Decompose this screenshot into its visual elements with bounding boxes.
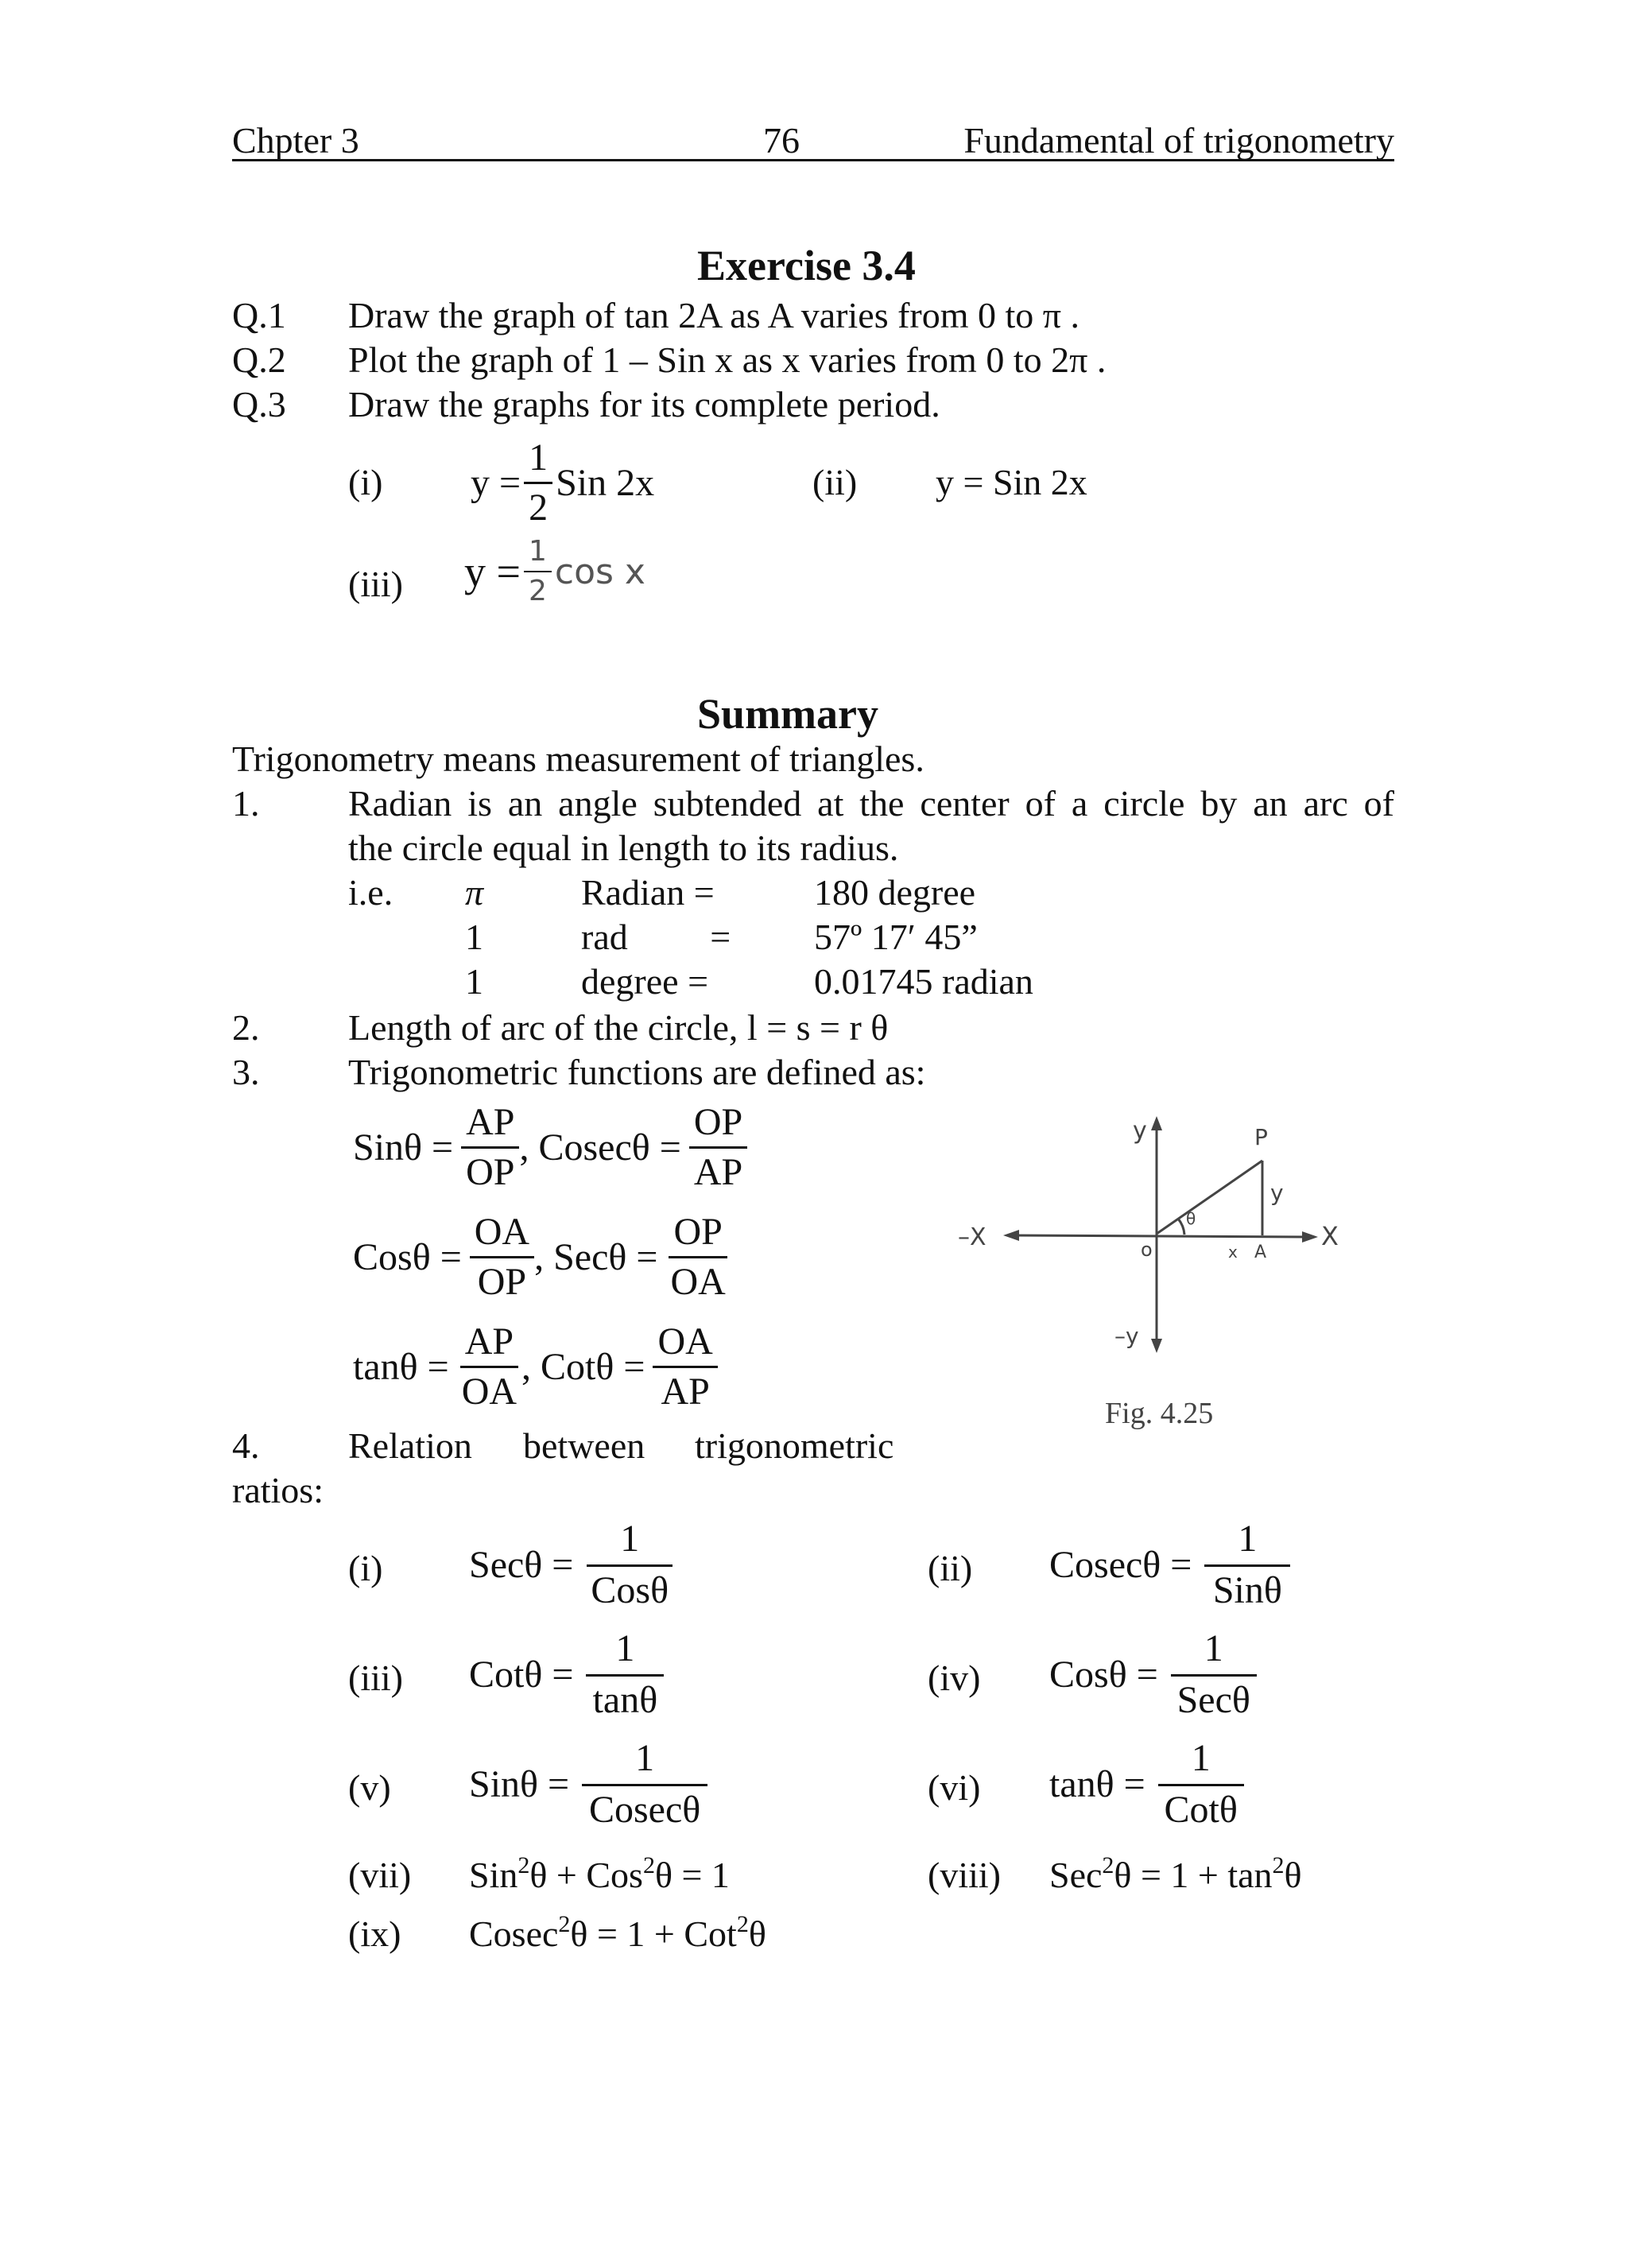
summary-item-text: the circle equal in length to its radius. (348, 828, 899, 868)
fraction-denominator: OA (670, 1261, 726, 1303)
list-number: 3. (232, 1052, 260, 1092)
superscript: 2 (642, 1852, 655, 1878)
ie-cell: 1 (465, 917, 483, 957)
equation-rhs: Sin 2x (556, 462, 655, 504)
fraction-denominator: AP (661, 1370, 710, 1413)
fraction-numerator: 1 (524, 537, 552, 572)
summary-item-text: ratios: (232, 1470, 324, 1510)
relation-equation (1049, 1520, 1290, 1610)
definition-lhs: tanθ = (353, 1346, 449, 1388)
relation-lhs: tanθ = (1049, 1763, 1145, 1805)
theta-label: θ (1186, 1209, 1196, 1228)
identity-label: (vii) (348, 1855, 412, 1895)
fraction-denominator: tanθ (592, 1679, 658, 1721)
identity-part: Sec (1049, 1855, 1103, 1895)
point-a-label: A (1254, 1243, 1267, 1262)
superscript: 2 (736, 1911, 749, 1937)
fraction (524, 537, 552, 606)
superscript: 2 (517, 1852, 530, 1878)
identity-equation (1049, 1852, 1302, 1895)
superscript: 2 (1102, 1852, 1114, 1878)
fraction-numerator: OP (669, 1213, 727, 1258)
summary-intro: Trigonometry means measurement of triangles. (232, 739, 924, 779)
header-page-number: 76 (763, 120, 800, 161)
relation-equation (1049, 1627, 1257, 1721)
fraction (457, 1320, 521, 1413)
x-axis-label: X (1321, 1221, 1339, 1251)
identity-equation (469, 1852, 730, 1895)
fraction-denominator: Secθ (1176, 1679, 1250, 1721)
fraction-numerator: OA (470, 1213, 534, 1258)
definition-lhs: Cosθ = (353, 1236, 462, 1278)
header-chapter: Chpter 3 (232, 120, 359, 161)
fraction-denominator: 2 (528, 575, 547, 607)
question-number: Q.1 (232, 295, 286, 335)
question-text: Draw the graphs for its complete period. (348, 384, 940, 425)
summary-heading: Summary (697, 690, 878, 738)
relation-label: (ii) (928, 1548, 973, 1588)
definition-lhs: Sinθ = (353, 1126, 454, 1169)
part-iii-equation (464, 537, 645, 606)
fraction-numerator: 1 (1171, 1630, 1257, 1677)
relation-label: (v) (348, 1767, 391, 1808)
arrow-left (1003, 1230, 1019, 1241)
relation-label: (iii) (348, 1657, 403, 1698)
part-label: (i) (348, 462, 383, 502)
part-label: (iii) (348, 564, 403, 604)
summary-item-text: Trigonometric functions are defined as: (348, 1052, 926, 1092)
identity-part: Sin (469, 1855, 518, 1895)
definition-lhs: , Cotθ = (521, 1346, 645, 1388)
fraction (1171, 1627, 1257, 1721)
fraction-numerator: 1 (1158, 1739, 1244, 1786)
definition-lhs: , Secθ = (534, 1236, 658, 1278)
identity-part: θ (1284, 1855, 1302, 1895)
identity-equation (469, 1911, 766, 1954)
summary-item-word: Relation (348, 1425, 472, 1466)
fraction-denominator: OP (477, 1261, 527, 1303)
relation-equation (469, 1520, 673, 1610)
relation-label: (iv) (928, 1657, 981, 1698)
page-header (232, 119, 1394, 161)
list-number: 2. (232, 1007, 260, 1048)
summary-item-text: Length of arc of the circle, l = s = r θ (348, 1007, 889, 1048)
relation-equation (469, 1627, 664, 1721)
fraction-denominator: OP (466, 1151, 515, 1193)
fraction-numerator: OP (689, 1103, 747, 1149)
fraction (524, 436, 552, 529)
identity-label: (viii) (928, 1855, 1001, 1895)
fraction-numerator: 1 (587, 1520, 673, 1567)
ie-cell: 180 degree (814, 872, 976, 913)
coordinate-figure (946, 1113, 1359, 1447)
equation-lhs: y = (471, 462, 521, 504)
fraction-denominator: Cosθ (591, 1569, 669, 1611)
summary-item-word: trigonometric (695, 1425, 894, 1466)
part-ii-equation: y = Sin 2x (936, 462, 1087, 502)
summary-item-word: between (523, 1425, 645, 1466)
identity-part: θ = 1 + tan (1114, 1855, 1273, 1895)
header-title: Fundamental of trigonometry (963, 120, 1394, 161)
x-small-label: x (1228, 1243, 1238, 1262)
fraction (1158, 1739, 1244, 1829)
relation-equation (469, 1739, 707, 1829)
arrow-down (1151, 1339, 1162, 1353)
fraction (1204, 1520, 1290, 1610)
definition-lhs: , Cosecθ = (519, 1126, 681, 1169)
origin-label: o (1141, 1239, 1153, 1261)
equation-lhs: y = (464, 548, 521, 595)
relation-lhs: Cotθ = (469, 1654, 574, 1696)
point-p-label: P (1254, 1124, 1268, 1150)
identity-label: (ix) (348, 1913, 401, 1954)
relation-equation (1049, 1739, 1244, 1829)
fraction (689, 1103, 747, 1192)
relation-label: (vi) (928, 1767, 981, 1808)
fraction-denominator: Sinθ (1212, 1569, 1282, 1611)
ie-cell: 0.01745 radian (814, 961, 1033, 1002)
fraction (586, 1520, 673, 1610)
identity-part: θ (748, 1913, 766, 1954)
relation-label: (i) (348, 1548, 383, 1588)
fraction (586, 1627, 664, 1721)
identity-part: Cosec (469, 1913, 559, 1954)
angle-arc (1178, 1219, 1184, 1235)
fraction-numerator: 1 (582, 1739, 707, 1786)
fraction (653, 1320, 717, 1413)
ie-cell: 57º 17′ 45” (814, 917, 978, 957)
fraction-numerator: AP (460, 1323, 518, 1368)
part-label: (ii) (812, 462, 858, 502)
ie-cell: degree = (581, 961, 709, 1002)
neg-x-axis-label: –X (958, 1223, 986, 1251)
fraction-denominator: Cosecθ (588, 1789, 701, 1831)
arrow-right (1302, 1231, 1318, 1243)
fraction (461, 1103, 519, 1192)
question-text: Plot the graph of 1 – Sin x as x varies from 0 to 2π . (348, 339, 1107, 380)
superscript: 2 (558, 1911, 571, 1937)
identity-part: θ + Cos (529, 1855, 643, 1895)
fraction-numerator: 1 (1204, 1520, 1290, 1567)
definition-row (353, 1213, 731, 1301)
ie-cell: π (465, 872, 484, 913)
relation-lhs: Cosθ = (1049, 1654, 1158, 1696)
fraction (470, 1213, 534, 1301)
ie-cell: Radian = (581, 872, 715, 913)
identity-part: θ = 1 + Cot (570, 1913, 737, 1954)
fraction-denominator: 2 (529, 487, 548, 529)
ie-cell: i.e. (348, 872, 393, 913)
x-axis (1014, 1235, 1308, 1237)
ie-cell: 1 (465, 961, 483, 1002)
identity-part: θ = 1 (654, 1855, 730, 1895)
exercise-heading: Exercise 3.4 (697, 242, 916, 289)
fraction-numerator: OA (653, 1323, 717, 1368)
definition-row (353, 1320, 718, 1413)
figure-caption: Fig. 4.25 (1105, 1397, 1214, 1430)
fraction-numerator: AP (461, 1103, 519, 1149)
hypotenuse (1157, 1161, 1262, 1234)
part-i-equation (471, 436, 655, 529)
fraction (582, 1739, 707, 1829)
y-axis-label: y (1133, 1117, 1147, 1145)
question-text: Draw the graph of tan 2A as A varies from 0 to π . (348, 295, 1080, 335)
side-y-label: y (1270, 1180, 1284, 1206)
ie-cell: rad = (581, 917, 731, 957)
fraction-numerator: 1 (524, 439, 552, 484)
relation-lhs: Sinθ = (469, 1763, 570, 1805)
equation-rhs: cos x (554, 551, 645, 592)
fraction-denominator: OA (461, 1370, 517, 1413)
superscript: 2 (1272, 1852, 1285, 1878)
fraction (665, 1213, 730, 1301)
relation-lhs: Cosecθ = (1049, 1544, 1192, 1586)
fraction-denominator: Cotθ (1164, 1789, 1238, 1831)
list-number: 1. (232, 783, 260, 824)
list-number: 4. (232, 1425, 260, 1466)
fraction-denominator: AP (693, 1151, 743, 1193)
question-number: Q.3 (232, 384, 286, 425)
definition-row (353, 1103, 747, 1192)
fraction-numerator: 1 (586, 1630, 664, 1677)
neg-y-axis-label: –y (1114, 1323, 1139, 1349)
question-number: Q.2 (232, 339, 286, 380)
arrow-up (1151, 1116, 1162, 1130)
relation-lhs: Secθ = (469, 1544, 574, 1586)
summary-item-text: Radian is an angle subtended at the center of a circle by an arc of (348, 783, 1394, 824)
